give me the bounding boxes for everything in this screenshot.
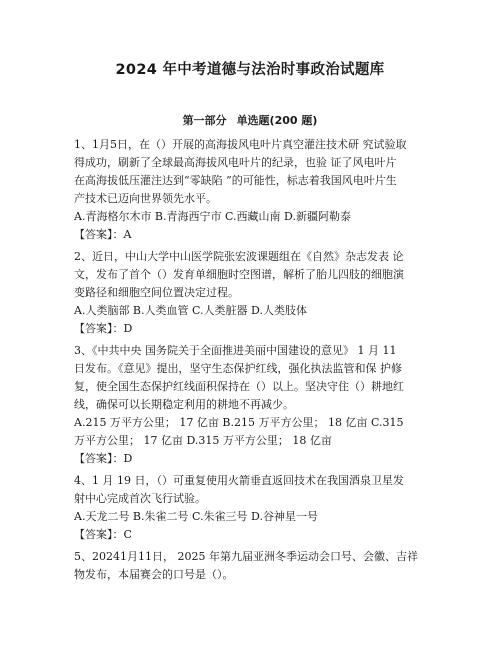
question-line: 射中心完成首次飞行试验。 xyxy=(74,492,206,505)
question-options: A.天龙二号 B.朱雀二号 C.朱雀三号 D.谷神星一号 xyxy=(74,510,318,523)
question-line: 4、1 月 19 日，（）可重复使用火箭垂直返回技术在我国酒泉卫星发 xyxy=(74,474,404,487)
question-options: A.人类脑部 B.人类血管 C.人类脏器 D.人类肢体 xyxy=(74,304,307,317)
answer-label: 【答案】：A xyxy=(74,228,132,241)
question-line: 物发布，本届赛会的口号是（）。 xyxy=(74,568,234,581)
question-options: A.215 万平方公里； 17 亿亩 B.215 万平方公里； 18 亿亩 C.315 xyxy=(74,416,404,429)
answer-label: 【答案】：D xyxy=(74,452,133,465)
question-line: 得成功，刷新了全球最高海拔风电叶片的纪录，也验 证了风电叶片 xyxy=(74,156,397,169)
section-heading xyxy=(0,112,500,128)
question-line: 在高海拔低压灌注达到“零缺陷 ”的可能性，标志着我国风电叶片生 xyxy=(74,174,397,187)
question-line: 2、近日，中山大学中山医学院张宏波课题组在《自然》杂志发表 论 xyxy=(74,250,404,263)
question-line: 复，使全国生态保护红线面积保持在（）以上。坚决守住（）耕地红 xyxy=(74,380,404,393)
question-line: 日发布。《意见》提出，坚守生态保护红线，强化执法监管和保 护修 xyxy=(74,362,402,375)
question-options: 万平方公里； 17 亿亩 D.315 万平方公里； 18 亿亩 xyxy=(74,434,332,447)
question-line: 5、20241月11日， 2025 年第九届亚洲冬季运动会口号、会徽、吉祥 xyxy=(74,550,418,563)
question-line: 1、1月5日，在（）开展的高海拔风电叶片真空灌注技术研 究试验取 xyxy=(74,138,407,151)
question-line: 变路径和细胞空间位置决定过程。 xyxy=(74,286,239,299)
question-line: 产技术已迈向世界领先水平。 xyxy=(74,192,217,205)
section-label: 第一部分 xyxy=(182,114,227,127)
answer-label: 【答案】：D xyxy=(74,322,133,335)
question-line: 3、《中共中央 国务院关于全面推进美丽中国建设的意见》 1 月 11 xyxy=(74,344,397,357)
section-name: 单选题(200 题) xyxy=(236,114,318,127)
question-line: 线，确保可以长期稳定利用的耕地不再减少。 xyxy=(74,398,294,411)
document-title: 2024 年中考道德与法治时事政治试题库 xyxy=(115,62,385,78)
answer-label: 【答案】：C xyxy=(74,528,132,541)
question-line: 文，发布了首个（）发育单细胞时空图谱，解析了胎儿四肢的细胞演 xyxy=(74,268,404,281)
question-options: A.青海格尔木市 B.青海西宁市 C.西藏山南 D.新疆阿勒泰 xyxy=(74,210,351,223)
